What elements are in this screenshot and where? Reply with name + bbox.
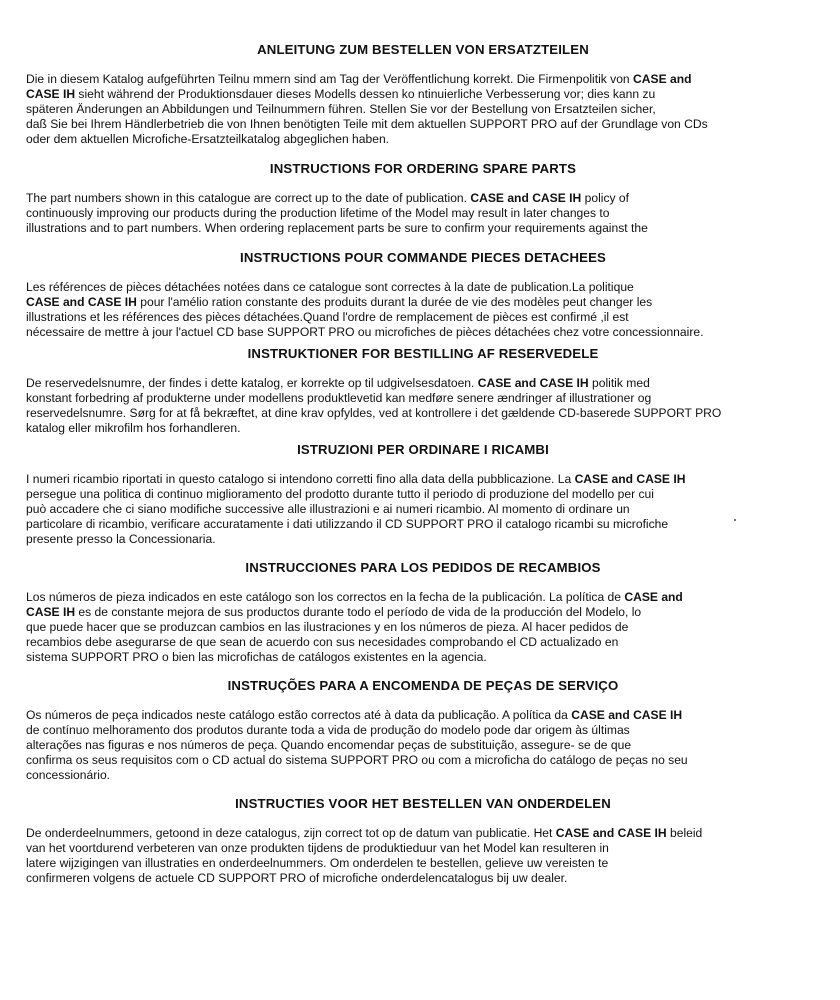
text-line: katalog eller mikrofilm hos forhandleren.	[26, 421, 241, 435]
text-line: CASE IH es de constante mejora de sus productos durante todo el período de vida de la producción del Modelo, lo	[26, 605, 642, 619]
text-line: Los números de pieza indicados en este catálogo son los correctos en la fecha de la publicación. La política de CASE and	[26, 590, 683, 604]
text-line: concessionário.	[26, 768, 111, 782]
section-heading: INSTRUÇÕES PARA A ENCOMENDA DE PEÇAS DE SERVIÇO	[227, 678, 619, 693]
section-heading: ANLEITUNG ZUM BESTELLEN VON ERSATZTEILEN	[257, 42, 589, 57]
section-heading: INSTRUCTIONS POUR COMMANDE PIECES DETACHEES	[240, 250, 606, 265]
text-line: latere wijzigingen van illustraties en onderdeelnummers. Om onderdelen te bestellen, gelieve uw vereisten te	[26, 856, 609, 870]
section-paragraph	[26, 590, 820, 665]
text-line: confirma os seus requisitos com o CD actual do sistema SUPPORT PRO ou com a microficha do catálogo de peças no seu	[26, 753, 688, 767]
section-paragraph	[26, 280, 820, 340]
text-line: reservedelsnumre. Sørg for at få bekræftet, at dine krav opfyldes, ved at kontrollere i det gældende CD-baserede SUPPORT PRO	[26, 406, 722, 420]
text-line: recambios debe asegurarse de que sean de acuerdo con sus necesidades comprobando el CD actualizado en	[26, 635, 619, 649]
text-line: illustrations et les références des pièces détachées.Quand l'ordre de remplacement de pièces est confirmé ,il est	[26, 310, 629, 324]
text-line: sistema SUPPORT PRO o bien las microfichas de catálogos existentes en la agencia.	[26, 650, 487, 664]
text-line: può accadere che ci siano modifiche successive alle illustrazioni e ai numeri ricambio. Al momento di ordinare un	[26, 502, 630, 516]
text-line: persegue una politica di continuo miglioramento del prodotto durante tutto il periodo di produzione del modello per cui	[26, 487, 654, 501]
text-line: continuously improving our products during the production lifetime of the Model may result in later changes to	[26, 206, 610, 220]
text-line: Die in diesem Katalog aufgeführten Teilnu mmern sind am Tag der Veröffentlichung korrekt. Die Firmenpolitik von CASE and	[26, 72, 692, 86]
text-line: van het voortdurend verbeteren van onze produkten tijdens de produktieduur van het Model kan resulteren in	[26, 841, 609, 855]
text-line: späteren Änderungen an Abbildungen und Teilnummern führen. Stellen Sie vor der Bestellung von Ersatzteilen sicher,	[26, 102, 656, 116]
text-line: de contínuo melhoramento dos produtos durante toda a vida de produção do modelo pode dar origem às últimas	[26, 723, 630, 737]
text-line: CASE and CASE IH pour l'amélio ration constante des produits durant la durée de vie des modèles peut changer les	[26, 295, 653, 309]
section-heading: ISTRUZIONI PER ORDINARE I RICAMBI	[297, 442, 549, 457]
section-paragraph	[26, 191, 820, 236]
text-line: alterações nas figuras e nos números de peça. Quando encomendar peças de substituição, assegure- se de que	[26, 738, 632, 752]
section-paragraph	[26, 72, 820, 147]
section-paragraph	[26, 708, 820, 783]
section-heading: INSTRUCTIONS FOR ORDERING SPARE PARTS	[269, 161, 577, 176]
text-line: I numeri ricambio riportati in questo catalogo si intendono corretti fino alla data della pubblicazione. La CASE and CASE IH	[26, 472, 686, 486]
section-paragraph	[26, 472, 820, 547]
text-line: Os números de peça indicados neste catálogo estão correctos até à data da publicação. A política da CASE and CASE IH	[26, 708, 683, 722]
text-line: The part numbers shown in this catalogue are correct up to the date of publication. CASE and CASE IH policy of	[26, 191, 629, 205]
section-german	[26, 42, 820, 147]
text-line: confirmeren volgens de actuele CD SUPPORT PRO of microfiche onderdelencatalogus bij uw dealer.	[26, 871, 568, 885]
text-line: daß Sie bei Ihrem Händlerbetrieb die von Ihnen benötigten Teile mit dem aktuellen SUPPORT PRO auf der Grundlage von CDs	[26, 117, 708, 131]
section-heading: INSTRUKTIONER FOR BESTILLING AF RESERVEDELE	[247, 346, 599, 361]
section-dutch	[26, 796, 820, 886]
section-english	[26, 161, 820, 236]
text-line: nécessaire de mettre à jour l'actuel CD base SUPPORT PRO ou microfiches de pièces détachées chez votre concessionnaire.	[26, 325, 704, 339]
text-line: De onderdeelnummers, getoond in deze catalogus, zijn correct tot op de datum van publicatie. Het CASE and CASE IH beleid	[26, 826, 703, 840]
section-danish	[26, 346, 820, 436]
section-heading: INSTRUCTIES VOOR HET BESTELLEN VAN ONDERDELEN	[235, 796, 611, 811]
section-portuguese	[26, 678, 820, 783]
section-paragraph	[26, 826, 820, 886]
text-line: CASE IH sieht während der Produktionsdauer dieses Modells dessen ko ntinuierliche Verbesserung vor; dies kann zu	[26, 87, 656, 101]
text-line: Les références de pièces détachées notées dans ce catalogue sont correctes à la date de publication.La politique	[26, 280, 634, 294]
text-line: illustrations and to part numbers. When ordering replacement parts be sure to confirm your requirements against the	[26, 221, 648, 235]
section-italian	[26, 442, 820, 547]
section-paragraph	[26, 376, 820, 436]
text-line: konstant forbedring af produkterne under modellens produktlevetid kan medføre senere ændringer af illustrationer og	[26, 391, 652, 405]
section-spanish	[26, 560, 820, 665]
section-heading: INSTRUCCIONES PARA LOS PEDIDOS DE RECAMBIOS	[245, 560, 601, 575]
text-line: que puede hacer que se produzcan cambios en las ilustraciones y en los números de pieza. Al hacer pedidos de	[26, 620, 629, 634]
text-line: De reservedelsnumre, der findes i dette katalog, er korrekte op til udgivelsesdatoen. CASE and CASE IH politik med	[26, 376, 650, 390]
text-line: oder dem aktuellen Microfiche-Ersatzteilkatalog abgeglichen haben.	[26, 132, 390, 146]
text-line: presente presso la Concessionaria.	[26, 532, 216, 546]
text-line: particolare di ricambio, verificare accuratamente i dati utilizzando il CD SUPPORT PRO il catalogo ricambi su microfiche	[26, 517, 669, 531]
section-french	[26, 250, 820, 340]
scan-speck	[734, 519, 736, 521]
